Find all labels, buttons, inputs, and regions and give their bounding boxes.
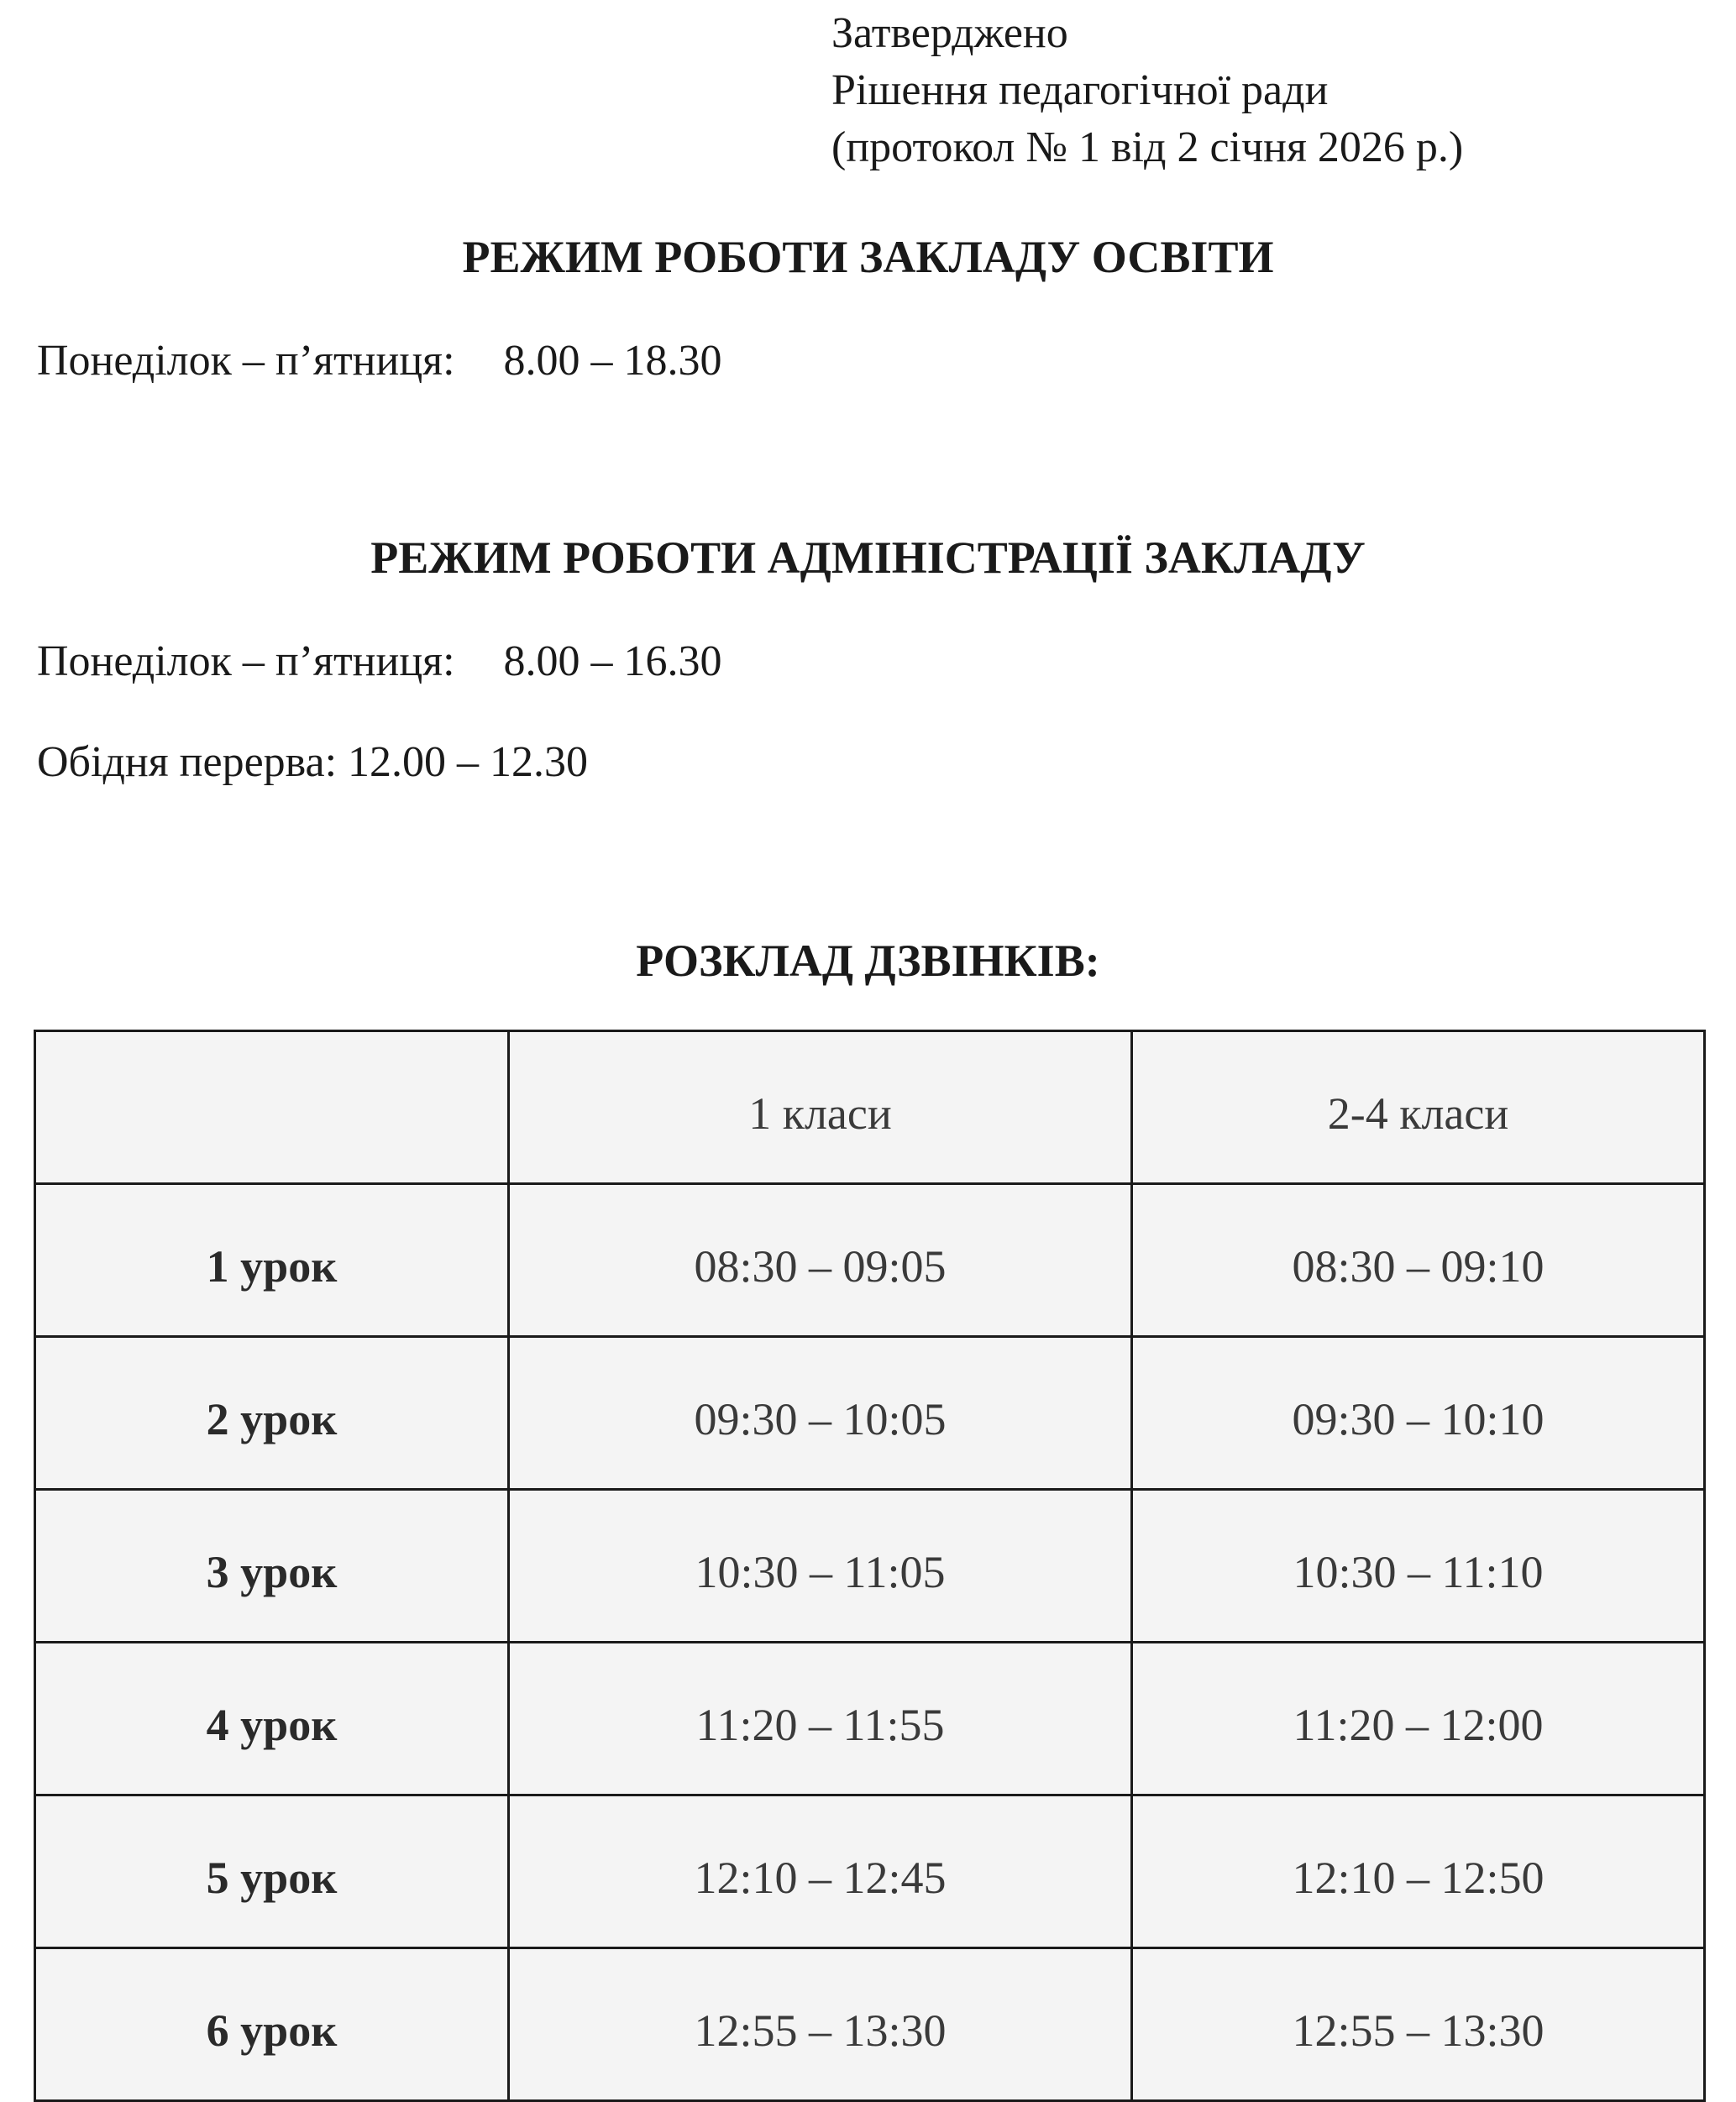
grade1-time: 12:10 – 12:45	[509, 1795, 1132, 1948]
table-row	[35, 1948, 1705, 2101]
table-row	[35, 1795, 1705, 1948]
grade2-4-time: 12:10 – 12:50	[1132, 1795, 1705, 1948]
grade1-time: 09:30 – 10:05	[509, 1337, 1132, 1490]
institution-days: Понеділок – п’ятниця:	[37, 337, 455, 385]
institution-heading: РЕЖИМ РОБОТИ ЗАКЛАДУ ОСВІТИ	[462, 232, 1274, 282]
bells-heading: РОЗКЛАД ДЗВІНКІВ:	[636, 936, 1100, 986]
grade1-time: 10:30 – 11:05	[509, 1490, 1132, 1643]
table-row	[35, 1643, 1705, 1795]
lunch-break: Обідня перерва: 12.00 – 12.30	[37, 738, 589, 786]
administration-hours-line	[37, 633, 722, 690]
administration-hours: 8.00 – 16.30	[503, 637, 722, 685]
header-cell-empty	[35, 1031, 509, 1184]
table-row	[35, 1337, 1705, 1490]
lesson-label: 3 урок	[35, 1490, 509, 1643]
table-header-row	[35, 1031, 1705, 1184]
grade2-4-time: 10:30 – 11:10	[1132, 1490, 1705, 1643]
grade2-4-time: 11:20 – 12:00	[1132, 1643, 1705, 1795]
approval-title: Затверджено	[831, 9, 1068, 57]
approval-protocol: (протокол № 1 від 2 січня 2026 р.)	[831, 123, 1464, 171]
grade1-time: 08:30 – 09:05	[509, 1184, 1132, 1337]
lesson-label: 5 урок	[35, 1795, 509, 1948]
table-row	[35, 1490, 1705, 1643]
administration-heading: РЕЖИМ РОБОТИ АДМІНІСТРАЦІЇ ЗАКЛАДУ	[370, 532, 1366, 583]
approval-decision: Рішення педагогічної ради	[831, 66, 1329, 114]
bell-schedule-table	[34, 1030, 1706, 2102]
grade1-time: 12:55 – 13:30	[509, 1948, 1132, 2101]
lesson-label: 4 урок	[35, 1643, 509, 1795]
lesson-label: 2 урок	[35, 1337, 509, 1490]
grade2-4-time: 12:55 – 13:30	[1132, 1948, 1705, 2101]
grade2-4-time: 09:30 – 10:10	[1132, 1337, 1705, 1490]
grade2-4-time: 08:30 – 09:10	[1132, 1184, 1705, 1337]
administration-days: Понеділок – п’ятниця:	[37, 637, 455, 685]
institution-hours-line	[37, 333, 722, 390]
lesson-label: 1 урок	[35, 1184, 509, 1337]
header-cell-grade2-4: 2-4 класи	[1132, 1031, 1705, 1184]
header-cell-grade1: 1 класи	[509, 1031, 1132, 1184]
lesson-label: 6 урок	[35, 1948, 509, 2101]
approval-block	[831, 5, 1463, 176]
institution-hours: 8.00 – 18.30	[503, 337, 722, 385]
grade1-time: 11:20 – 11:55	[509, 1643, 1132, 1795]
table-row	[35, 1184, 1705, 1337]
